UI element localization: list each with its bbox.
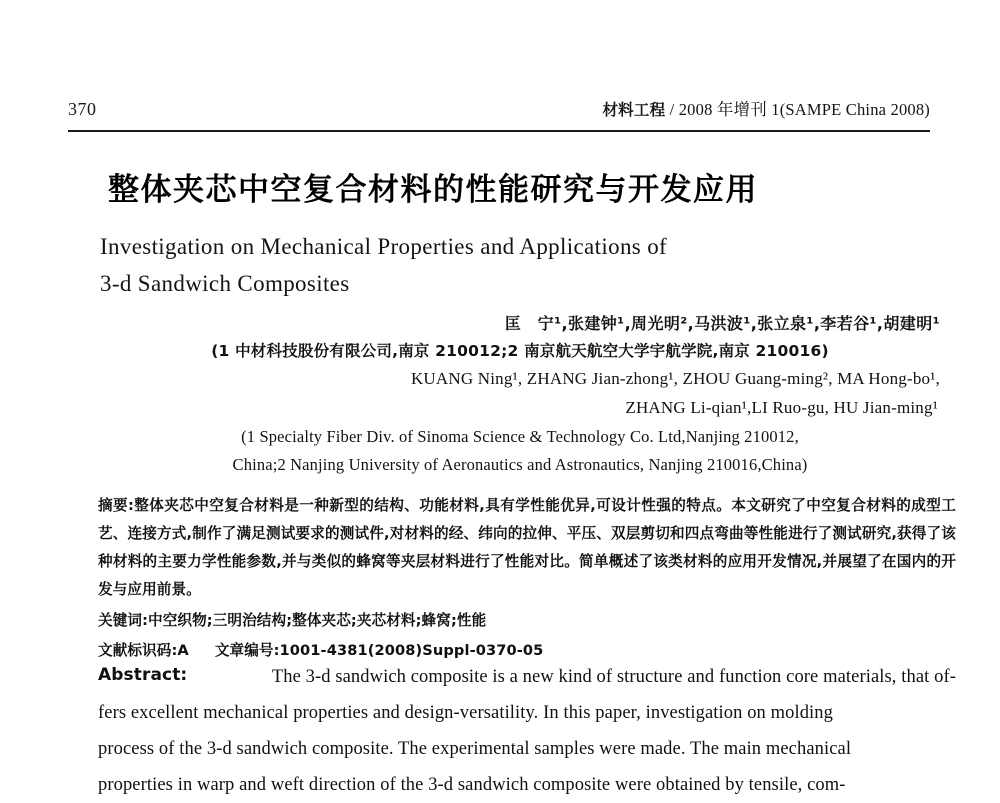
english-abstract-body (98, 659, 956, 803)
author-block (100, 310, 940, 479)
authors-english-line-2: ZHANG Li-qian¹,LI Ruo-gu, HU Jian-ming¹ (625, 398, 938, 418)
chinese-front-matter (98, 492, 956, 665)
title-english-line-2: 3-d Sandwich Composites (100, 271, 350, 297)
english-abstract-text-1: The 3-d sandwich composite is a new kind of structure and function core materials, that of- (271, 667, 956, 687)
running-head (68, 96, 930, 120)
chinese-keywords: 关键词:中空织物;三明治结构;整体夹芯;夹芯材料;蜂窝;性能 (98, 611, 487, 629)
document-code-label: 文献标识码: (98, 641, 178, 659)
english-abstract-line-1 (98, 659, 956, 695)
article-number-label: 文章编号: (214, 641, 280, 659)
english-abstract-label: Abstract: (98, 665, 188, 685)
journal-name: 材料工程 (602, 101, 666, 119)
chinese-abstract: 摘要:整体夹芯中空复合材料是一种新型的结构、功能材料,具有学性能优异,可设计性强的特点。本文研究了中空复合材料的成型工艺、连接方式,制作了满足测试要求的测试件,对材料的经、纬向的拉伸、平压、双层剪切和四点弯曲等性能进行了测试研究,获得了该种材料的主要力学性能参数,并与类似的蜂窝等夹层材料进行了性能对比。简单概述了该类材料的应用开发情况,并展望了在国内的开发与应用前景。 (98, 497, 956, 599)
affiliation-chinese: (1 中材科技股份有限公司,南京 210012;2 南京航天航空大学宇航学院,南京 210016) (211, 341, 829, 360)
page-title-english (100, 228, 940, 303)
document-code-value: A (177, 641, 189, 659)
page-title-chinese: 整体夹芯中空复合材料的性能研究与开发应用 (108, 172, 758, 208)
english-abstract-line-4: properties in warp and weft direction of the 3-d sandwich composite were obtained by tensile, com- (98, 775, 846, 796)
english-abstract-line-3: process of the 3-d sandwich composite. The experimental samples were made. The main mechanical (98, 739, 852, 760)
affiliation-english-line-1: (1 Specialty Fiber Div. of Sinoma Science & Technology Co. Ltd,Nanjing 210012, (241, 426, 799, 446)
english-abstract (98, 659, 956, 803)
title-english-line-1: Investigation on Mechanical Properties and Applications of (100, 234, 668, 259)
journal-issue: / 2008 年增刊 1(SAMPE China 2008) (669, 100, 930, 119)
affiliation-english-line-2: China;2 Nanjing University of Aeronautics and Astronautics, Nanjing 210016,China) (232, 455, 808, 475)
article-number-value: 1001-4381(2008)Suppl-0370-05 (279, 641, 544, 659)
journal-citation (602, 96, 930, 120)
page-number: 370 (68, 99, 97, 119)
english-abstract-line-2: fers excellent mechanical properties and design-versatility. In this paper, investigation on molding (98, 703, 833, 724)
authors-chinese: 匡 宁¹,张建钟¹,周光明²,马洪波¹,张立泉¹,李若谷¹,胡建明¹ (504, 314, 940, 333)
authors-english-line-1: KUANG Ning¹, ZHANG Jian-zhong¹, ZHOU Guang-ming², MA Hong-bo¹, (410, 369, 940, 389)
header-rule (68, 130, 930, 132)
